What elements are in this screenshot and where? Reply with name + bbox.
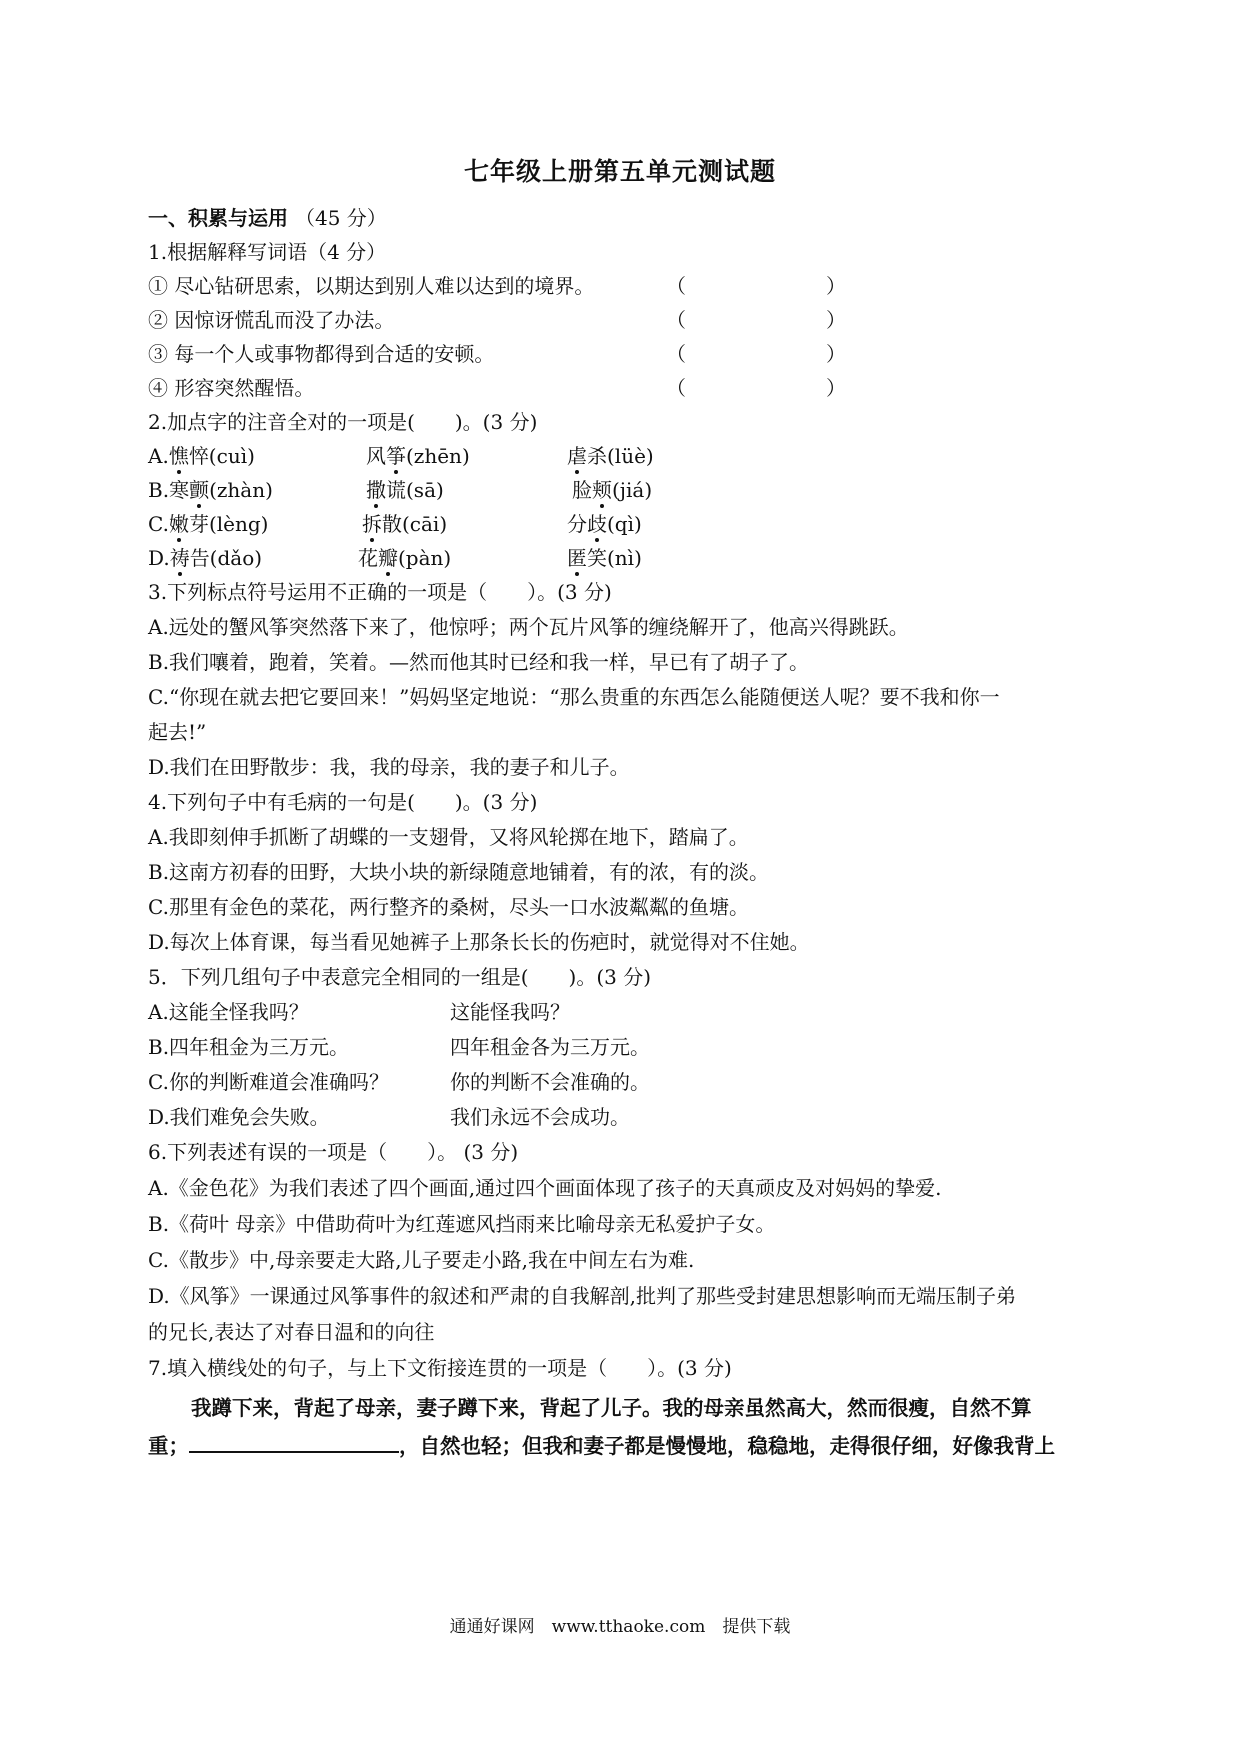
q1-item: ③ 每一个人或事物都得到合适的安顿。 — [148, 342, 495, 366]
dotted-char: 颊 — [592, 475, 612, 505]
q5-option: C.你的判断难道会准确吗？ — [148, 1070, 389, 1094]
word-text: (qì) — [607, 512, 642, 536]
q6-option: C.《散步》中,母亲要走大路,儿子要走小路,我在中间左右为难. — [148, 1248, 695, 1272]
q3-option: C.“你现在就去把它要回来！”妈妈坚定地说：“那么贵重的东西怎么能随便送人呢？要不我和你一 — [148, 685, 1000, 709]
word-text: 分 — [567, 512, 587, 536]
dotted-char: 撒 — [366, 475, 386, 505]
q2-option-a-word3 — [567, 441, 654, 471]
footer-source: 通通好课网 www.tthaoke.com 提供下载 — [449, 1617, 791, 1637]
word-text: 散(cāi) — [382, 512, 448, 536]
q2-stem: 2.加点字的注音全对的一项是( )。(3 分) — [148, 410, 538, 434]
answer-paren-close: ） — [826, 342, 846, 366]
q6-option: A.《金色花》为我们表述了四个画面,通过四个画面体现了孩子的天真顽皮及对妈妈的挚爱. — [148, 1176, 942, 1200]
q5-option-pair: 这能怪我吗？ — [450, 1000, 570, 1024]
answer-paren-open: （ — [666, 274, 686, 298]
word-text: 寒 — [169, 478, 190, 502]
dotted-char: 嫩 — [169, 509, 189, 539]
page-title: 七年级上册第五单元测试题 — [463, 157, 776, 186]
q4-option: B.这南方初春的田野，大块小块的新绿随意地铺着，有的浓，有的淡。 — [148, 860, 770, 884]
word-text: 杀(lüè) — [587, 444, 654, 468]
word-text: 告(dǎo) — [189, 546, 263, 570]
word-text: 风 — [366, 444, 386, 468]
section-points: （45 分） — [294, 206, 387, 230]
q7-passage-text: 重； — [148, 1434, 189, 1458]
q7-passage-text: ，自然也轻；但我和妻子都是慢慢地，稳稳地，走得很仔细，好像我背上 — [399, 1434, 1055, 1458]
option-label: A. — [148, 444, 169, 468]
word-text: 悴(cuì) — [188, 444, 255, 468]
answer-paren-close: ） — [826, 274, 846, 298]
q2-option-d-word3 — [567, 543, 642, 573]
dotted-char: 拆 — [362, 509, 382, 539]
q5-option-pair: 四年租金各为三万元。 — [450, 1035, 650, 1059]
word-text: 脸 — [572, 478, 592, 502]
q2-option-c — [148, 509, 268, 539]
answer-paren-close: ） — [826, 376, 846, 400]
q4-option: D.每次上体育课，每当看见她裤子上那条长长的伤疤时，就觉得对不住她。 — [148, 930, 810, 954]
q2-option-b-word3 — [572, 475, 652, 505]
q4-stem: 4.下列句子中有毛病的一句是( )。(3 分) — [148, 790, 538, 814]
q2-option-b — [148, 475, 273, 505]
q5-option: B.四年租金为三万元。 — [148, 1035, 350, 1059]
q1-item: ② 因惊讶慌乱而没了办法。 — [148, 308, 395, 332]
section-heading — [148, 203, 387, 233]
word-text: 谎(sā) — [386, 478, 444, 502]
q3-option: D.我们在田野散步：我，我的母亲，我的妻子和儿子。 — [148, 755, 630, 779]
word-text: (zhàn) — [209, 478, 273, 502]
option-label: B. — [148, 478, 170, 502]
q7-passage-line: 我蹲下来，背起了母亲，妻子蹲下来，背起了儿子。我的母亲虽然高大，然而很瘦，自然不算 — [191, 1396, 1032, 1420]
q4-option: C.那里有金色的菜花，两行整齐的桑树，尽头一口水波粼粼的鱼塘。 — [148, 895, 749, 919]
q3-option: B.我们嚷着，跑着，笑着。—然而他其时已经和我一样，早已有了胡子了。 — [148, 650, 810, 674]
q1-item: ① 尽心钻研思索，以期达到别人难以达到的境界。 — [148, 274, 595, 298]
dotted-char: 虐 — [567, 441, 587, 471]
word-text: 花 — [358, 546, 378, 570]
fill-in-blank[interactable] — [189, 1429, 399, 1453]
q5-stem: 5．下列几组句子中表意完全相同的一组是( )。(3 分) — [148, 965, 652, 989]
answer-paren-close: ） — [826, 308, 846, 332]
dotted-char: 祷 — [170, 543, 190, 573]
q3-option: A.远处的蟹风筝突然落下来了，他惊呼；两个瓦片风筝的缠绕解开了，他高兴得跳跃。 — [148, 615, 909, 639]
q3-option-continued: 起去!” — [148, 720, 207, 744]
section-title: 一、积累与运用 — [148, 206, 288, 230]
q3-stem: 3.下列标点符号运用不正确的一项是（ ）。(3 分) — [148, 580, 612, 604]
q5-option: A.这能全怪我吗？ — [148, 1000, 309, 1024]
answer-paren-open: （ — [666, 308, 686, 332]
option-label: C. — [148, 512, 169, 536]
q5-option-pair: 我们永远不会成功。 — [450, 1105, 630, 1129]
q4-option: A.我即刻伸手抓断了胡蝶的一支翅骨，又将风轮掷在地下，踏扁了。 — [148, 825, 749, 849]
q6-option-continued: 的兄长,表达了对春日温和的向往 — [148, 1320, 435, 1344]
dotted-char: 瓣 — [378, 543, 398, 573]
q1-stem: 1.根据解释写词语（4 分） — [148, 240, 387, 264]
dotted-char: 憔 — [169, 441, 189, 471]
q2-option-d — [148, 543, 262, 573]
q1-item: ④ 形容突然醒悟。 — [148, 376, 315, 400]
q7-passage-line — [148, 1427, 1093, 1465]
q5-option: D.我们难免会失败。 — [148, 1105, 330, 1129]
q6-option: B.《荷叶 母亲》中借助荷叶为红莲遮风挡雨来比喻母亲无私爱护子女。 — [148, 1212, 776, 1236]
q6-stem: 6.下列表述有误的一项是（ ）。 (3 分) — [148, 1140, 519, 1164]
q2-option-a — [148, 441, 255, 471]
q2-option-b-word2 — [366, 475, 444, 505]
option-label: D. — [148, 546, 170, 570]
dotted-char: 匿 — [567, 543, 587, 573]
word-text: (jiá) — [612, 478, 653, 502]
dotted-char: 颤 — [189, 475, 209, 505]
word-text: 笑(nì) — [587, 546, 642, 570]
q7-stem: 7.填入横线处的句子，与上下文衔接连贯的一项是（ ）。(3 分) — [148, 1356, 732, 1380]
q2-option-c-word3 — [567, 509, 642, 539]
dotted-char: 歧 — [587, 509, 607, 539]
q2-option-d-word2 — [358, 543, 451, 573]
q6-option: D.《风筝》一课通过风筝事件的叙述和严肃的自我解剖,批判了那些受封建思想影响而无端压制子弟 — [148, 1284, 1017, 1308]
q2-option-a-word2 — [366, 441, 470, 471]
word-text: (pàn) — [398, 546, 452, 570]
answer-paren-open: （ — [666, 342, 686, 366]
q2-option-c-word2 — [362, 509, 447, 539]
word-text: (zhēn) — [406, 444, 470, 468]
q5-option-pair: 你的判断不会准确的。 — [450, 1070, 650, 1094]
word-text: 芽(lèng) — [188, 512, 269, 536]
answer-paren-open: （ — [666, 376, 686, 400]
dotted-char: 筝 — [386, 441, 406, 471]
